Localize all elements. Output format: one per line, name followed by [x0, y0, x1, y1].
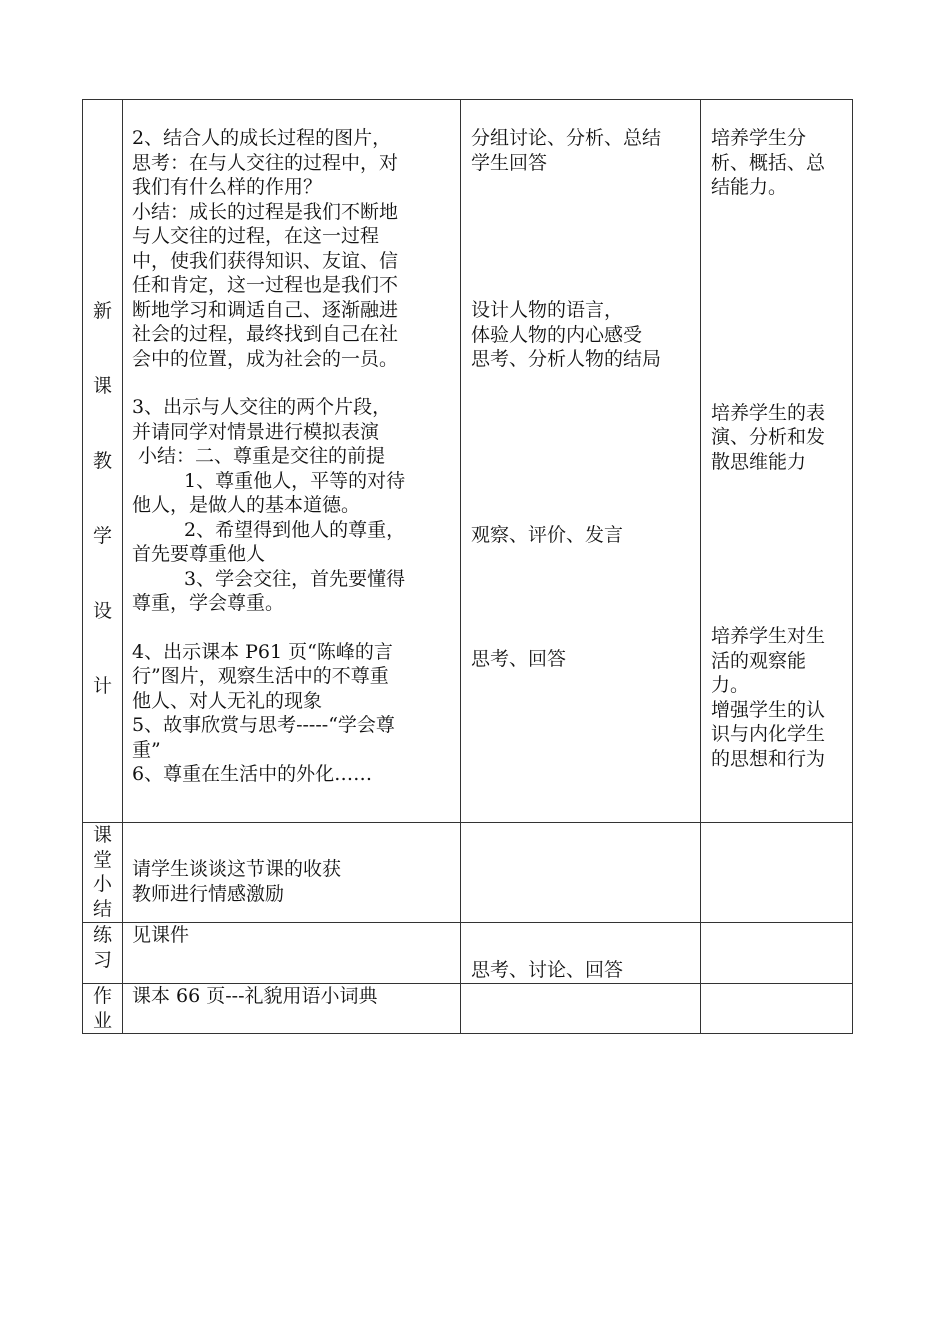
practice-activity-cell — [461, 923, 701, 984]
intent-line: 培养学生对生 — [711, 625, 826, 647]
homework-content-cell — [123, 984, 461, 1034]
summary-activity-cell — [461, 823, 701, 923]
table-row-homework — [83, 984, 853, 1034]
intent-line: 培养学生的表 — [711, 401, 826, 424]
content-line: 3、学会交往，首先要懂得 — [184, 567, 406, 590]
lesson-plan-table — [82, 99, 853, 1034]
intent-line: 识与内化学生 — [711, 723, 826, 745]
activity-line: 分组讨论、分析、总结 — [471, 127, 662, 149]
practice-content-cell — [123, 923, 461, 984]
intent-line: 力。 — [711, 674, 750, 696]
content-line: 小结：成长的过程是我们不断地 — [132, 200, 399, 223]
content-line: 请学生谈谈这节课的收获 — [132, 858, 342, 880]
content-line: 首先要尊重他人 — [132, 543, 266, 565]
label-char: 学 — [92, 525, 112, 547]
label-char: 业 — [92, 1009, 112, 1032]
label-char: 小 — [92, 873, 112, 895]
label-char: 课 — [92, 375, 112, 397]
label-char: 课 — [92, 824, 112, 846]
activity-line: 思考、讨论、回答 — [471, 959, 624, 981]
label-char: 作 — [92, 985, 112, 1007]
content-line: 社会的过程，最终找到自己在社 — [132, 323, 399, 345]
intent-line: 结能力。 — [711, 176, 788, 198]
row-label-homework — [83, 984, 123, 1034]
content-line: 并请同学对情景进行模拟表演 — [132, 420, 380, 443]
activity-line: 体验人物的内心感受 — [471, 323, 643, 346]
summary-intent-cell — [701, 823, 853, 923]
student-activity-cell — [461, 100, 701, 823]
table-row-practice — [83, 923, 853, 984]
content-line: 他人、对人无礼的现象 — [132, 689, 323, 712]
content-line: 会中的位置，成为社会的一员。 — [132, 347, 399, 370]
content-line: 小结：二、尊重是交往的前提 — [132, 445, 386, 467]
content-line: 与人交往的过程，在这一过程 — [132, 225, 380, 247]
content-line: 我们有什么样的作用？ — [132, 176, 323, 198]
activity-line: 思考、回答 — [471, 648, 567, 670]
activity-line: 观察、评价、发言 — [471, 523, 624, 546]
intent-line: 活的观察能 — [711, 649, 807, 672]
content-line: 他人，是做人的基本道德。 — [132, 494, 361, 516]
intent-line: 演、分析和发 — [711, 426, 826, 448]
intent-line: 散思维能力 — [711, 450, 807, 473]
content-line: 断地学习和调适自己、逐渐融进 — [132, 298, 399, 321]
homework-activity-cell — [461, 984, 701, 1034]
content-line: 教师进行情感激励 — [132, 882, 285, 905]
content-line: 6、尊重在生活中的外化…… — [132, 763, 373, 785]
content-line: 5、故事欣赏与思考-----“学会尊 — [132, 714, 395, 736]
activity-line: 思考、分析人物的结局 — [471, 348, 662, 370]
label-char: 结 — [92, 897, 112, 920]
label-char: 计 — [92, 675, 112, 697]
activity-line: 学生回答 — [471, 151, 548, 174]
intent-line: 的思想和行为 — [711, 747, 826, 770]
label-char: 新 — [92, 300, 112, 322]
content-line: 思考：在与人交往的过程中，对 — [132, 151, 399, 174]
content-line: 课本 66 页---礼貌用语小词典 — [132, 985, 378, 1007]
summary-content-cell — [123, 823, 461, 923]
content-line: 中，使我们获得知识、友谊、信 — [132, 249, 399, 272]
label-char: 堂 — [92, 848, 112, 871]
practice-intent-cell — [701, 923, 853, 984]
content-line: 3、出示与人交往的两个片段， — [132, 396, 392, 418]
content-line: 重” — [132, 738, 161, 761]
content-line: 尊重，学会尊重。 — [132, 592, 285, 614]
row-label-new-lesson — [83, 100, 123, 823]
content-line: 任和肯定，这一过程也是我们不 — [132, 274, 399, 296]
label-char: 习 — [92, 948, 112, 971]
row-label-summary — [83, 823, 123, 923]
label-char: 设 — [92, 600, 112, 622]
content-line: 2、希望得到他人的尊重， — [184, 518, 406, 541]
label-char: 练 — [92, 924, 112, 946]
row-label-practice — [83, 923, 123, 984]
teaching-content-cell — [123, 100, 461, 823]
content-line: 行”图片，观察生活中的不尊重 — [132, 665, 389, 687]
table-row-new-lesson — [83, 100, 853, 823]
homework-intent-cell — [701, 984, 853, 1034]
table-row-summary — [83, 823, 853, 923]
intent-line: 培养学生分 — [711, 127, 807, 149]
content-line: 1、尊重他人，平等的对待 — [184, 469, 406, 492]
content-line: 见课件 — [132, 924, 190, 946]
activity-line: 设计人物的语言， — [471, 299, 624, 321]
content-line: 2、结合人的成长过程的图片， — [132, 127, 392, 149]
intent-line: 增强学生的认 — [711, 698, 826, 721]
design-intent-cell — [701, 100, 853, 823]
label-char: 教 — [92, 450, 112, 472]
content-line: 4、出示课本 P61 页“陈峰的言 — [132, 640, 393, 663]
intent-line: 析、概括、总 — [711, 151, 826, 174]
